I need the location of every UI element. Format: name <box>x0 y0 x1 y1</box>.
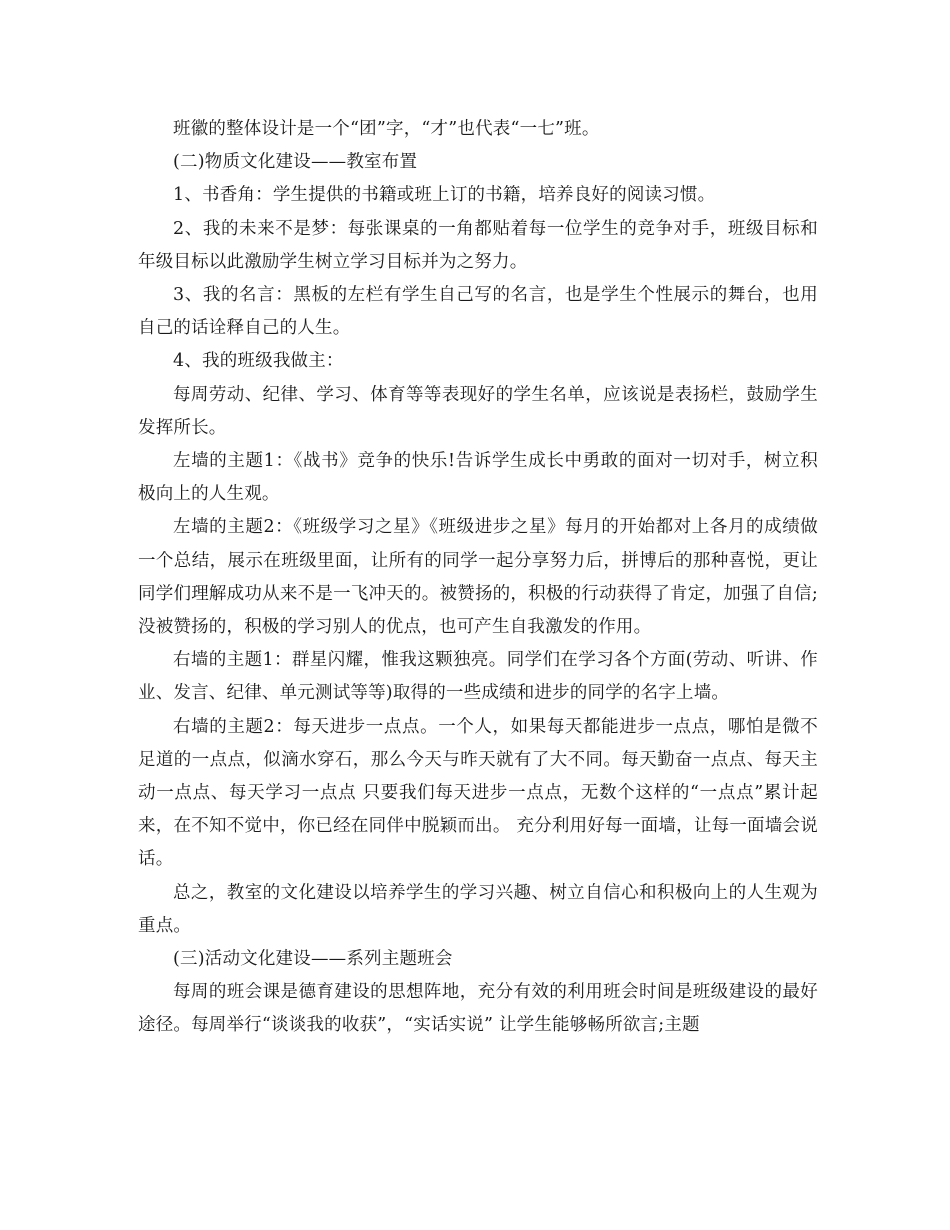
heading-material-culture: (二)物质文化建设——教室布置 <box>173 152 418 173</box>
paragraph-right-wall-2: 右墙的主题2：每天进步一点点。一个人，如果每天都能进步一点点，哪怕是微不足道的一点点，似滴水穿石，那么今天与昨天就有了大不同。每天勤奋一点点、每天主动一点点、每天学习一点点 只要我们每天进步一点点，无数个这样的“一点点”累计起来，在不知不觉中，你已经在同伴中脱颖而出。 充分利用好每一面墙，让每一面墙会说话。 <box>138 716 818 870</box>
paragraph-future-dream: 2、我的未来不是梦：每张课桌的一角都贴着每一位学生的竞争对手，班级目标和年级目标以此激励学生树立学习目标并为之努力。 <box>138 218 818 272</box>
paragraph-right-wall-1: 右墙的主题1：群星闪耀，惟我这颗独亮。同学们在学习各个方面(劳动、听讲、作业、发言、纪律、单元测试等等)取得的一些成绩和进步的同学的名字上墙。 <box>138 650 818 704</box>
paragraph-class-master: 4、我的班级我做主： <box>173 351 344 372</box>
document-body <box>138 113 818 1043</box>
paragraph-my-motto: 3、我的名言：黑板的左栏有学生自己写的名言，也是学生个性展示的舞台，也用自己的话诠释自己的人生。 <box>138 285 818 339</box>
paragraph-praise-board: 每周劳动、纪律、学习、体育等等表现好的学生名单，应该说是表扬栏，鼓励学生发挥所长。 <box>138 384 818 438</box>
paragraph-left-wall-1: 左墙的主题1：《战书》竞争的快乐!告诉学生成长中勇敢的面对一切对手，树立积极向上的人生观。 <box>138 451 818 505</box>
paragraph-book-corner: 1、书香角：学生提供的书籍或班上订的书籍，培养良好的阅读习惯。 <box>173 185 716 206</box>
paragraph-left-wall-2: 左墙的主题2：《班级学习之星》《班级进步之星》每月的开始都对上各月的成绩做一个总结，展示在班级里面，让所有的同学一起分享努力后，拼博后的那种喜悦，更让同学们理解成功从来不是一飞冲天的。被赞扬的，积极的行动获得了肯定，加强了自信;没被赞扬的，积极的学习别人的优点，也可产生自我激发的作用。 <box>138 517 818 638</box>
paragraph-class-emblem: 班徽的整体设计是一个“团”字，“才”也代表“一七”班。 <box>173 119 600 139</box>
paragraph-summary: 总之，教室的文化建设以培养学生的学习兴趣、树立自信心和积极向上的人生观为重点。 <box>138 882 818 936</box>
heading-activity-culture: (三)活动文化建设——系列主题班会 <box>173 949 453 970</box>
paragraph-class-meeting: 每周的班会课是德育建设的思想阵地，充分有效的利用班会时间是班级建设的最好途径。每周举行“谈谈我的收获”，“实话实说” 让学生能够畅所欲言;主题 <box>138 982 818 1036</box>
